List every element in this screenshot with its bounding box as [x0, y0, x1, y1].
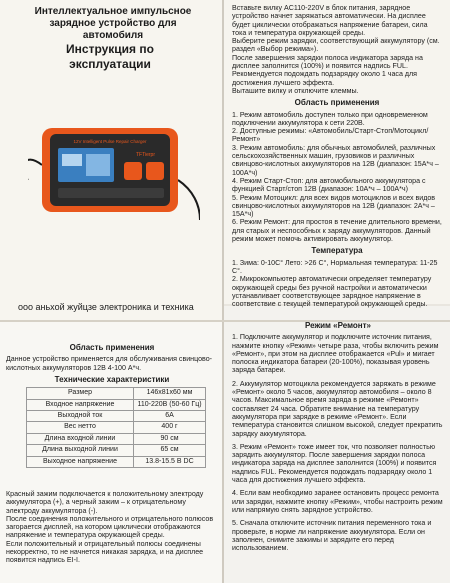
spec-label: Размер: [27, 388, 134, 399]
spec-value: 400 г: [134, 422, 206, 433]
intro-paragraph: Вставьте вилку AC110-220V в блок питания, зарядное устройство начнет заряжаться автоматически. На дисплее будет циклически отображаться напряжение батареи, сила тока и температура окружающей среды.: [232, 4, 428, 37]
cable-left: [28, 160, 42, 180]
repair-item: 2. Аккумулятор мотоцикла рекомендуется заряжать в режиме «Ремонт» около 5 часов, аккумулятор автомобиля – около 8 часов. Максимальное время заряда в режиме «Ремонт» составляет 24 часа. Обратите внимание на температуру аккумулятора при зарядке в режиме «Ремонт». Если температура становится слишком высокой, следует прекратить зарядку аккумулятора.: [232, 379, 443, 438]
product-title: Интеллектуальное импульсное зарядное устройство для автомобиля: [34, 6, 192, 41]
device-label: 12V Intelligent Pulse Repair Charger: [73, 139, 147, 144]
repair-item: 3. Режим «Ремонт» тоже имеет ток, что позволяет полностью зарядить аккумулятор. После завершения зарядки полоса индикатора заряда на дисплее заполнится (100%) и появится надпись FUL. Рекомендуется подождать подзарядку около 1 часа для достижения лучшего эффекта.: [232, 442, 437, 485]
table-row: [27, 410, 206, 421]
device-brand: TFTierpr: [136, 152, 155, 158]
spec-label: Выходной ток: [27, 410, 134, 421]
charging-instructions: [232, 4, 442, 308]
application-item: 1. Режим автомобиль доступен только при одновременном подключении аккумулятора к сети 220В.: [232, 110, 428, 127]
application-item: 4. Режим Старт-Стоп: для автомобильного аккумулятора с функцией Старт/стоп 12В (диапазон: 10А*ч – 100А*ч): [232, 176, 426, 194]
application-heading: Область применения: [69, 343, 155, 352]
instruction-title: Инструкция по эксплуатации: [66, 42, 154, 71]
repair-mode-section: [232, 318, 444, 557]
spec-label: Длина входной линии: [27, 433, 134, 444]
table-row: [27, 456, 206, 467]
company-name: ооо аньхой жуйцзе электроника и техника: [18, 302, 194, 312]
connection-note: Красный зажим подключается к положительному электроду аккумулятора (+), а черный зажим – к отрицательному электроду аккумулятора (-).: [6, 489, 204, 515]
device-button-left[interactable]: [124, 162, 142, 180]
application-item: 2. Доступные режимы: «Автомобиль/Старт-Стоп/Мотоцикл/Ремонт»: [232, 127, 429, 144]
table-row: [27, 445, 206, 456]
spec-label: Вес нетто: [27, 422, 134, 433]
fold-line-vertical: [222, 0, 224, 583]
temperature-item: 1. Зима: 0-10C° Лето: >26 C°, Нормальная температура: 11-25 C°.: [232, 258, 438, 275]
specifications-section: [6, 340, 218, 565]
repair-item: 4. Если вам необходимо заранее остановить процесс ремонта или зарядки, нажмите кнопку «Режим», чтобы настроить режим или напрямую снять зарядное устройство.: [232, 489, 443, 514]
spec-value: 13.8-15.5 В DC: [134, 456, 206, 467]
cable-right: [178, 180, 200, 220]
spec-value: 90 см: [134, 433, 206, 444]
device-button-right[interactable]: [146, 162, 164, 180]
intro-paragraph: Выташите вилку и отключите клеммы.: [232, 86, 359, 95]
charger-device-image: [28, 110, 200, 230]
temperature-item: 2. Микрокомпьютер автоматически определяет температуру окружающей среды без ручной настройки и автоматически устанавливает соответствующее зарядное напряжение в соответствие с текущей температурой окружающей среды.: [232, 275, 432, 309]
intro-paragraph: После завершения зарядки полоса индикатора заряда на дисплее заполнится (100%) и появится надпись FUL. Рекомендуется подождать подзарядку около 1 часа для достижения лучшего эффекта.: [232, 53, 423, 87]
spec-value: 146x81x60 мм: [134, 388, 206, 399]
table-row: [27, 433, 206, 444]
intro-paragraph: Выберите режим зарядки, соответствующий аккумулятору (см. раздел «Выбор режима»).: [232, 37, 440, 54]
spec-value: 110-220В (50-60 Гц): [134, 399, 206, 410]
application-item: 3. Режим автомобиль: для обычных автомобилей, различных сельскохозяйственных машин, грузовиков и различных свинцово-кислотных аккумуляторов на 12В (диапазон: 15А*ч – 100А*ч): [232, 143, 439, 177]
application-text: Данное устройство применяется для обслуживания свинцово-кислотных аккумуляторов 12В 4-100 А*ч.: [6, 355, 213, 372]
application-item: 5. Режим Мотоцикл: для всех видов мотоциклов и всех видов свинцово-кислотных аккумуляторов на 12В (диапазон: 2А*ч – 15А*ч): [232, 193, 436, 219]
table-row: [27, 399, 206, 410]
connection-note: Если положительный и отрицательный полюсы соединены некорректно, то не начнется никакая зарядка, и на дисплее появится надпись EI-I.: [6, 539, 204, 565]
temperature-heading: Температура: [311, 246, 363, 256]
table-row: [27, 422, 206, 433]
connection-note: После соединения положительного и отрицательного полюсов загорается дисплей, на котором циклически отображаются напряжение и температура окружающей среды.: [6, 514, 214, 540]
spec-label: Выходное напряжение: [27, 456, 134, 467]
repair-item: 1. Подключите аккумулятор и подключите источник питания, нажмите кнопку «Режим» четыре раза, чтобы включить режим «Ремонт», при этом на дисплее отображается «Pul» и мигает полоска индикатора батареи (20-100%), показывая уровень заряда батареи.: [232, 333, 439, 375]
application-item: 6. Режим Ремонт: для простоя в течение длительного времени, для старых и неспособных к заряду аккумуляторов. Данный режим может помочь активировать аккумулятор.: [232, 218, 442, 244]
spec-label: Входное напряжение: [27, 399, 134, 410]
repair-heading: Режим «Ремонт»: [304, 321, 372, 330]
table-row: [27, 388, 206, 399]
application-heading: Область применения: [294, 98, 380, 108]
spec-label: Длина выходной линии: [27, 445, 134, 456]
spec-value: 65 см: [134, 445, 206, 456]
spec-value: 6А: [134, 410, 206, 421]
specs-table: [26, 387, 206, 468]
repair-item: 5. Сначала отключите источник питания переменного тока и проверьте, в норме ли напряжение аккумулятора. Если он заполнен, снимите зажимы и зарядите его перед использованием.: [232, 519, 432, 553]
specs-heading: Технические характеристики: [54, 374, 170, 384]
